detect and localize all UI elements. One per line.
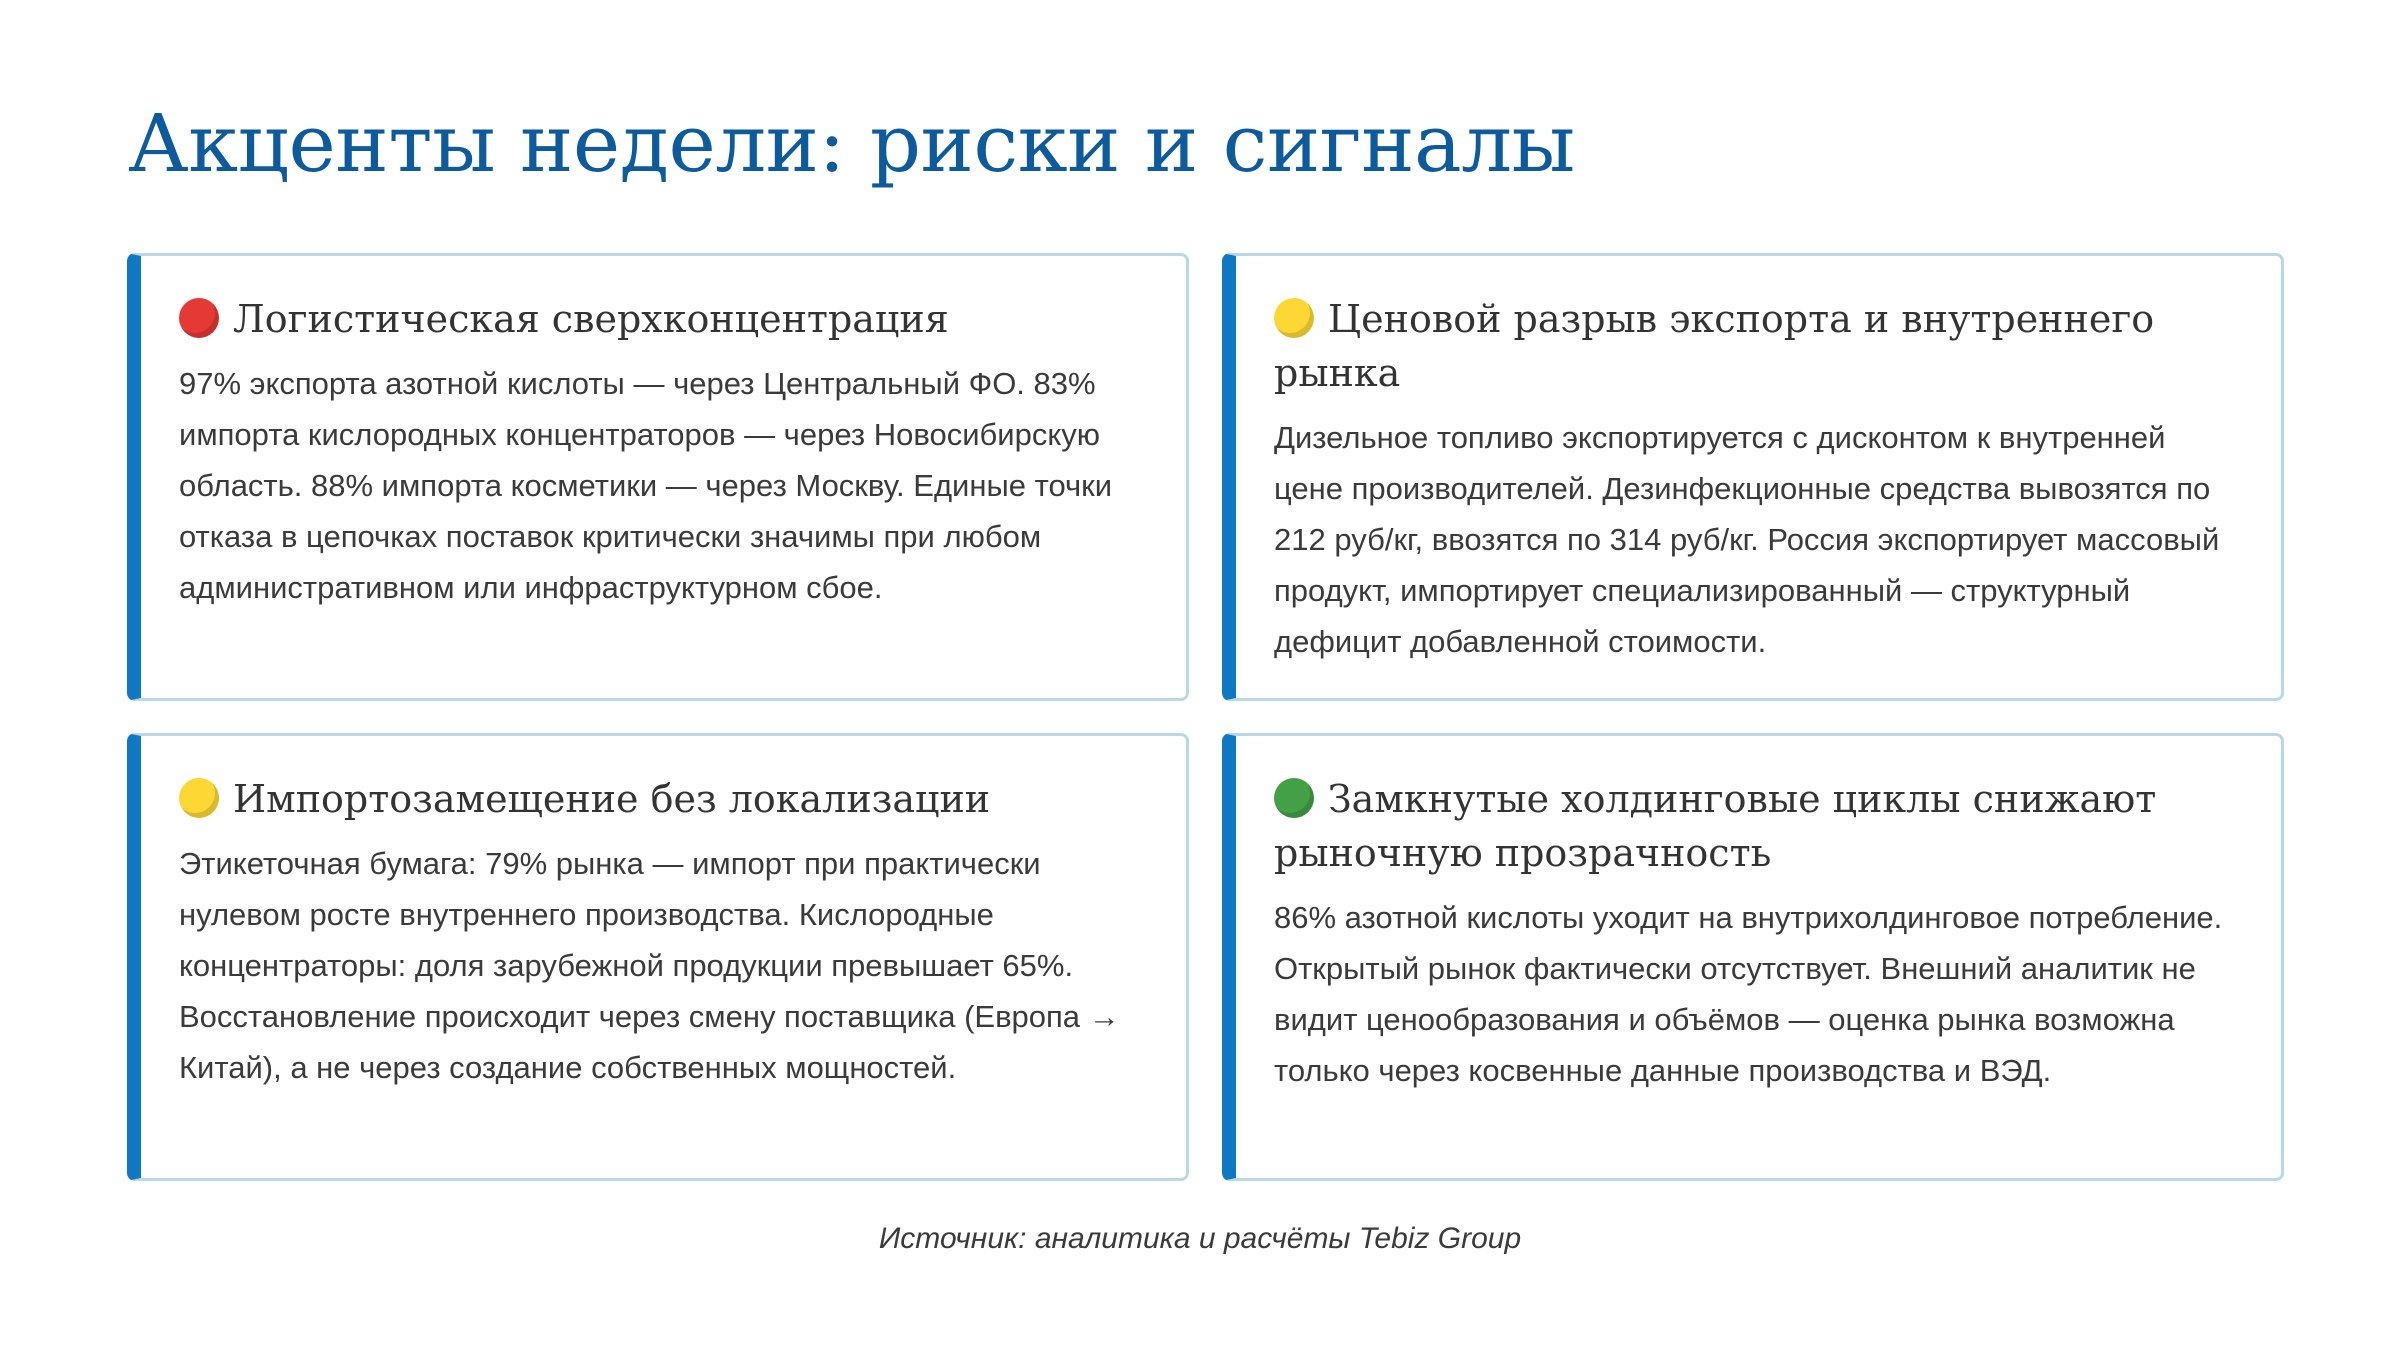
card-title-text: Ценовой разрыв экспорта и внутреннего рынка	[1274, 297, 2155, 395]
card-text: Дизельное топливо экспортируется с дисконтом к внутренней цене производителей. Дезинфекционные средства вывозятся по 212 руб/кг, ввозятся по 314 руб/кг. Россия экспортирует массовый продукт, импортирует специализированный — структурный дефицит добавленной стоимости.	[1274, 420, 2220, 659]
green-circle-icon	[1274, 778, 1314, 818]
page-title: Акценты недели: риски и сигналы	[128, 97, 1575, 190]
card-title-text: Импортозамещение без локализации	[233, 777, 991, 821]
card-title-text: Логистическая сверхконцентрация	[233, 297, 949, 341]
risk-card-logistics-concentration	[127, 253, 1189, 701]
card-title	[1274, 772, 2241, 880]
yellow-circle-icon	[179, 778, 219, 818]
risk-card-price-gap	[1222, 253, 2284, 701]
card-title-text: Замкнутые холдинговые циклы снижают рыночную прозрачность	[1274, 777, 2157, 875]
red-circle-icon	[179, 298, 219, 338]
card-text: Этикеточная бумага: 79% рынка — импорт при практически нулевом росте внутреннего производства. Кислородные концентраторы: доля зарубежной продукции превышает 65%. Восстановление происходит через смену поставщика (Европа → Китай), а не через создание собственных мощностей.	[179, 846, 1120, 1085]
card-title	[179, 772, 1146, 826]
card-text: 97% экспорта азотной кислоты — через Центральный ФО. 83% импорта кислородных концентраторов — через Новосибирскую область. 88% импорта косметики — через Москву. Единые точки отказа в цепочках поставок критически значимы при любом административном или инфраструктурном сбое.	[179, 366, 1113, 605]
card-title	[179, 292, 1146, 346]
risk-card-holding-cycles	[1222, 733, 2284, 1181]
yellow-circle-icon	[1274, 298, 1314, 338]
risk-card-import-substitution	[127, 733, 1189, 1181]
card-text: 86% азотной кислоты уходит на внутрихолдинговое потребление. Открытый рынок фактически отсутствует. Внешний аналитик не видит ценообразования и объёмов — оценка рынка возможна только через косвенные данные производства и ВЭД.	[1274, 900, 2223, 1088]
source-note: Источник: аналитика и расчёты Tebiz Group	[878, 1222, 1522, 1255]
card-title	[1274, 292, 2241, 400]
